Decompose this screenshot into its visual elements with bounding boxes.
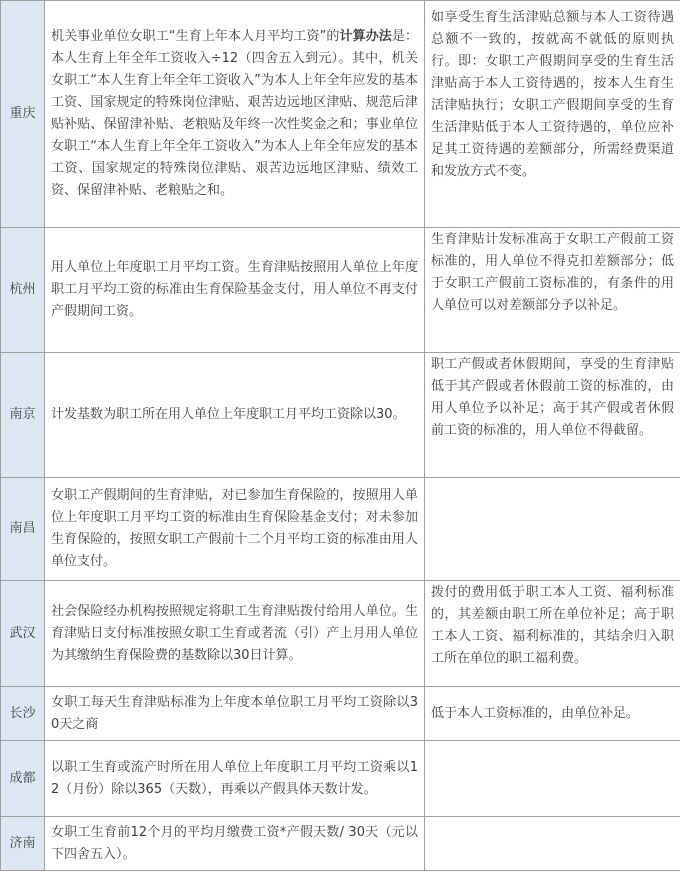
supplement-rule-cell: 生育津贴计发标准高于女职工产假前工资标准的，用人单位不得克扣差额部分；低于女职工产假前工资标准的，有条件的用人单位可以对差额部分予以补足。 [425, 228, 680, 353]
calculation-method-cell: 以职工生育或流产时所在用人单位上年度职工月平均工资乘以12（月份）除以365（天数），再乘以产假具体天数计发。 [45, 741, 425, 817]
calculation-text: 是：本人生育上年全年工资收入÷12（四舍五入到元）。其中，机关女职工“本人生育上年全年工资收入”为本人上年全年应发的基本工资、国家规定的特殊岗位津贴、艰苦边远地区津贴、规范后津贴补贴、保留津补贴、老粮贴及年终一次性奖金之和；事业单位女职工“本人生育上年全年工资收入”为本人上年全年应发的基本工资、国家规定的特殊岗位津贴、艰苦边远地区津贴、绩效工资、保留津补贴、老粮贴之和。 [51, 29, 418, 198]
table-row [1, 353, 680, 478]
table-row [1, 687, 680, 741]
calculation-method-cell: 女职工生育前12个月的平均月缴费工资*产假天数/ 30天（元以下四舍五入）。 [45, 817, 425, 871]
calculation-method-cell [45, 1, 425, 228]
table-row [1, 817, 680, 871]
calculation-method-cell: 女职工产假期间的生育津贴，对已参加生育保险的，按照用人单位上年度职工月平均工资的标准由生育保险基金支付；对未参加生育保险的，按照女职工产假前十二个月平均工资的标准由用人单位支付。 [45, 478, 425, 581]
table-row [1, 581, 680, 687]
table-row [1, 741, 680, 817]
city-cell: 济南 [1, 817, 45, 871]
city-cell: 长沙 [1, 687, 45, 741]
city-cell: 南京 [1, 353, 45, 478]
calculation-text-bold: 计算办法 [339, 29, 392, 44]
supplement-rule-cell: 职工产假或者休假期间，享受的生育津贴低于其产假或者休假前工资的标准的，由用人单位予以补足；高于其产假或者休假前工资的标准的，用人单位不得截留。 [425, 353, 680, 478]
city-cell: 南昌 [1, 478, 45, 581]
city-cell: 成都 [1, 741, 45, 817]
supplement-rule-cell [425, 741, 680, 817]
city-cell: 杭州 [1, 228, 45, 353]
city-cell: 武汉 [1, 581, 45, 687]
calculation-method-cell: 计发基数为职工所在用人单位上年度职工月平均工资除以30。 [45, 353, 425, 478]
supplement-rule-cell [425, 817, 680, 871]
table-row [1, 1, 680, 228]
supplement-rule-cell: 拨付的费用低于职工本人工资、福利标准的，其差额由职工所在单位补足；高于职工本人工资、福利标准的，其结余归入职工所在单位的职工福利费。 [425, 581, 680, 687]
city-cell: 重庆 [1, 1, 45, 228]
table-row [1, 228, 680, 353]
calculation-method-cell: 女职工每天生育津贴标准为上年度本单位职工月平均工资除以30天之商 [45, 687, 425, 741]
calculation-text: 机关事业单位女职工“生育上年本人月平均工资”的 [51, 29, 340, 44]
calculation-method-cell: 社会保险经办机构按照规定将职工生育津贴拨付给用人单位。生育津贴日支付标准按照女职工生育或者流（引）产上月用人单位为其缴纳生育保险费的基数除以30日计算。 [45, 581, 425, 687]
supplement-rule-cell [425, 478, 680, 581]
table-row [1, 478, 680, 581]
supplement-rule-cell: 低于本人工资标准的，由单位补足。 [425, 687, 680, 741]
calculation-method-cell: 用人单位上年度职工月平均工资。生育津贴按照用人单位上年度职工月平均工资的标准由生育保险基金支付，用人单位不再支付产假期间工资。 [45, 228, 425, 353]
supplement-rule-cell: 如享受生育生活津贴总额与本人工资待遇总额不一致的，按就高不就低的原则执行。即：女职工产假期间享受的生育生活津贴高于本人工资待遇的，按本人生育生活津贴执行；女职工产假期间享受的生育生活津贴低于本人工资待遇的，单位应补足其工资待遇的差额部分，所需经费渠道和发放方式不变。 [425, 1, 680, 228]
